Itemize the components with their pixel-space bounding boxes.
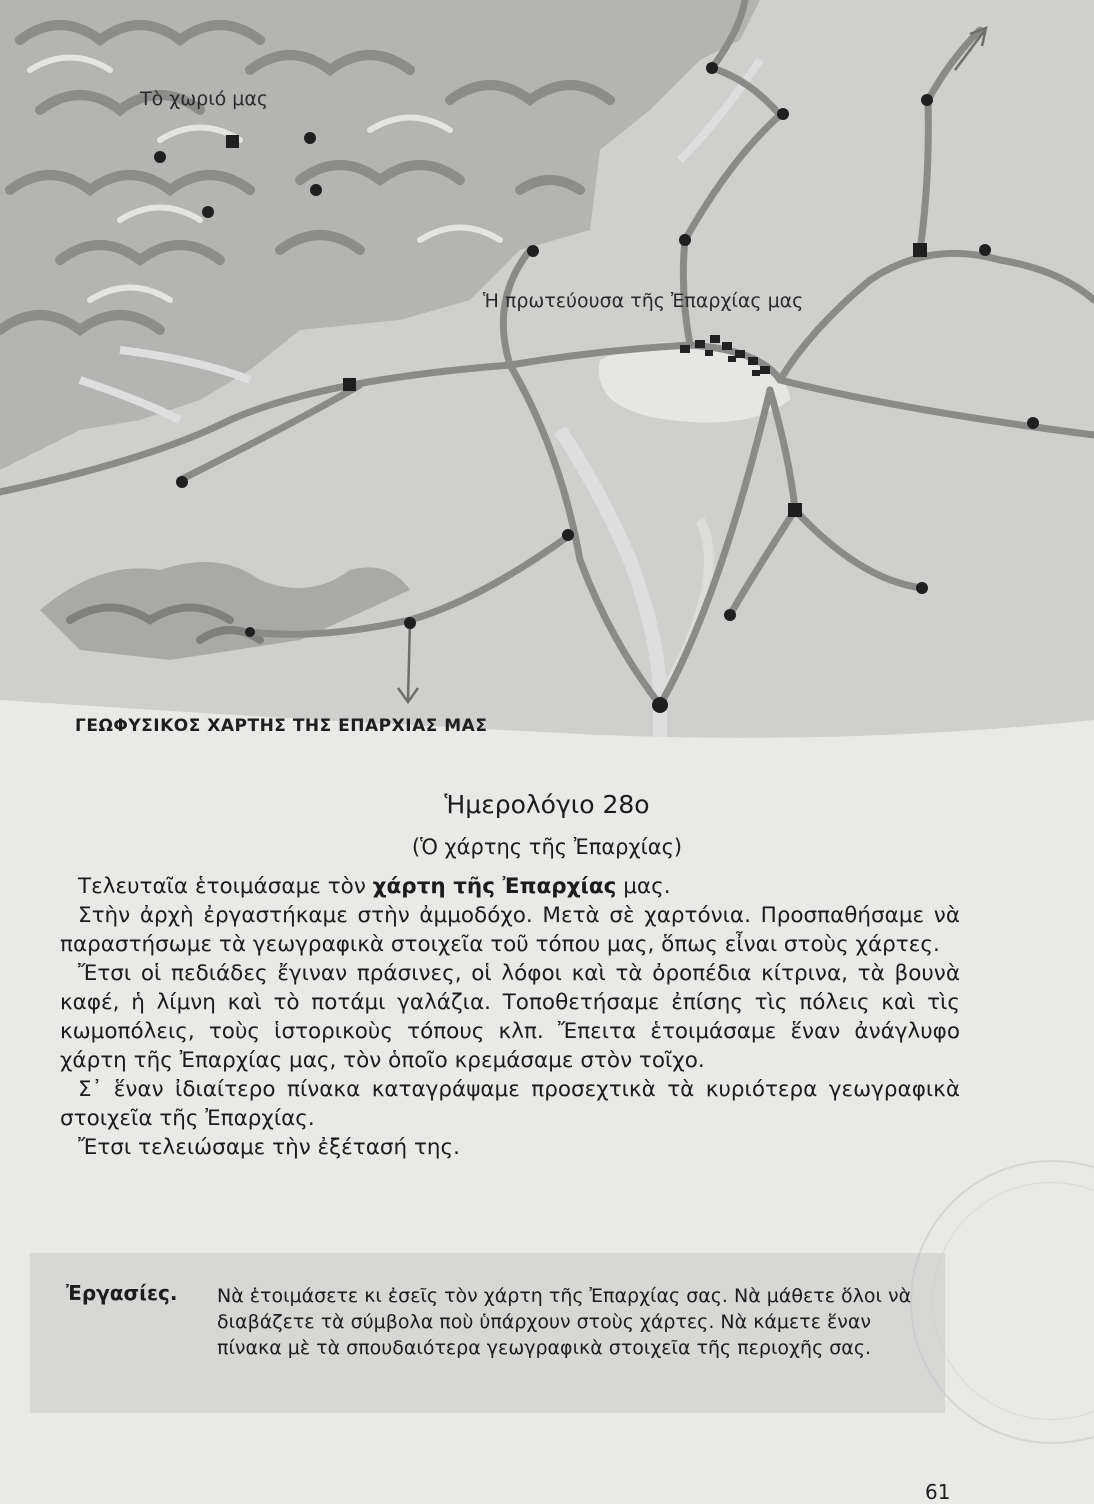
- paragraph-4: Σ᾽ ἕναν ἰδιαίτερο πίνακα καταγράψαμε προσεχτικὰ τὰ κυριότερα γεωγραφικὰ στοιχεῖα τῆς Ἐπαρχίας.: [60, 1077, 960, 1131]
- map-term: χάρτη τῆς Ἐπαρχίας: [372, 874, 617, 899]
- paragraph-2: Στὴν ἀρχὴ ἐργαστήκαμε στὴν ἀμμοδόχο. Μετὰ σὲ χαρτόνια. Προσπαθήσαμε νὰ παραστήσωμε τὰ γεωγραφικὰ στοιχεῖα τοῦ τόπου μας, ὅπως εἶναι στοὺς χάρτες.: [60, 903, 960, 957]
- body-text: [60, 872, 960, 1162]
- exercise-text: Νὰ ἑτοιμάσετε κι ἐσεῖς τὸν χάρτη τῆς Ἐπαρχίας σας. Νὰ μάθετε ὅλοι νὰ διαβάζετε τὰ σύμβολα ποὺ ὑπάρχουν στοὺς χάρτες. Νὰ κάμετε ἕναν πίνακα μὲ τὰ σπουδαιότερα γεωγραφικὰ στοιχεῖα τῆς περιοχῆς σας.: [217, 1285, 912, 1359]
- paragraph-1: Τελευταῖα ἑτοιμάσαμε τὸν χάρτη τῆς Ἐπαρχίας μας.: [78, 874, 671, 899]
- exercise-box: [30, 1253, 945, 1413]
- exercise-label: Ἐργασίες.: [66, 1281, 178, 1305]
- village-label: Τὸ χωριό μας: [140, 88, 269, 110]
- page-subheading: (Ὁ χάρτης τῆς Ἐπαρχίας): [411, 835, 683, 859]
- paragraph-3: Ἔτσι οἱ πεδιάδες ἔγιναν πράσινες, οἱ λόφοι καὶ τὰ ὀροπέδια κίτρινα, τὰ βουνὰ καφέ, ἡ λίμνη καὶ τὸ ποτάμι γαλάζια. Τοποθετήσαμε ἐπίσης τὶς πόλεις καὶ τὶς κωμοπόλεις, τοὺς ἱστορικοὺς τόπους κλπ. Ἔπειτα ἑτοιμάσαμε ἕναν ἀνάγλυφο χάρτη τῆς Ἐπαρχίας μας, τὸν ὁποῖο κρεμάσαμε στὸν τοῖχο.: [60, 961, 960, 1073]
- capital-label: Ἡ πρωτεύουσα τῆς Ἐπαρχίας μας: [483, 290, 804, 312]
- paragraph-5: Ἔτσι τελειώσαμε τὴν ἐξέτασή της.: [78, 1135, 460, 1160]
- map-caption: ΓΕΩΦΥΣΙΚΟΣ ΧΑΡΤΗΣ ΤΗΣ ΕΠΑΡΧΙΑΣ ΜΑΣ: [75, 716, 488, 736]
- page-number: 61: [925, 1480, 951, 1504]
- page-heading: Ἡμερολόγιο 28ο: [444, 790, 650, 819]
